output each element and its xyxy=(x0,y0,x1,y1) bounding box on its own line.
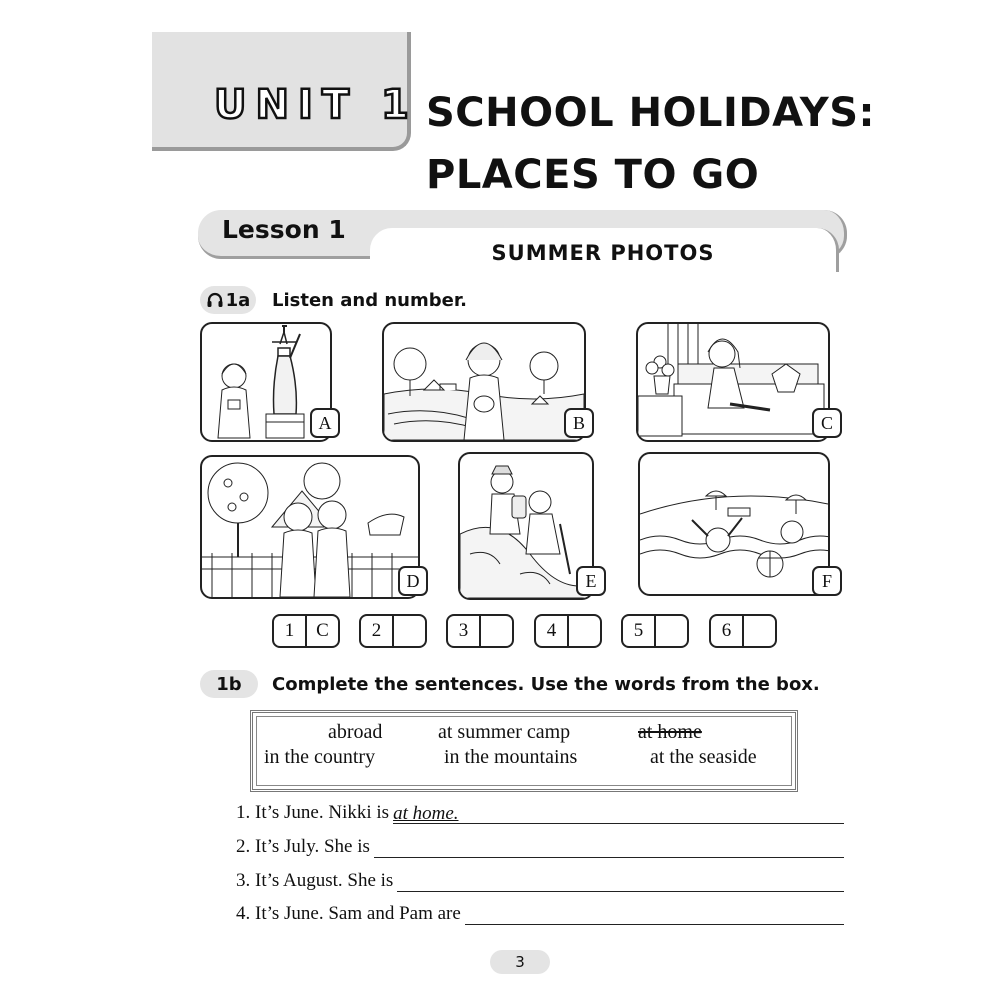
word-box-item: in the country xyxy=(264,746,376,768)
answer-box-6[interactable] xyxy=(709,614,777,648)
picture-d-letter: D xyxy=(398,566,428,596)
answer-box-number: 5 xyxy=(623,616,656,646)
picture-f xyxy=(638,452,830,596)
picture-c-letter: C xyxy=(812,408,842,438)
seaside-illustration xyxy=(640,454,828,594)
picture-d xyxy=(200,455,420,599)
exercise-1a-number: 1a xyxy=(225,289,251,311)
answer-box-value[interactable] xyxy=(394,616,425,646)
headphones-icon xyxy=(206,291,224,309)
mountain-hiking-illustration xyxy=(460,454,592,598)
answer-box-value[interactable]: C xyxy=(316,620,329,641)
answer-box-3[interactable] xyxy=(446,614,514,648)
answer-box-number: 4 xyxy=(536,616,569,646)
exercise-1b-badge: 1b xyxy=(200,670,258,698)
picture-e-letter: E xyxy=(576,566,606,596)
picture-e xyxy=(458,452,594,600)
picture-a-letter: A xyxy=(310,408,340,438)
word-box-item: in the mountains xyxy=(444,746,578,768)
countryside-illustration xyxy=(384,324,584,440)
answer-box-number: 6 xyxy=(711,616,744,646)
sentence-3 xyxy=(236,870,844,892)
lesson-label: Lesson 1 xyxy=(222,215,346,244)
answer-box-2[interactable] xyxy=(359,614,427,648)
unit-title-line2: PLACES TO GO xyxy=(426,152,760,198)
sentence-answer: at home. xyxy=(393,803,459,824)
answer-box-1[interactable] xyxy=(272,614,340,648)
word-box-item-used: at home xyxy=(638,721,702,743)
answer-box-value[interactable] xyxy=(481,616,512,646)
sentence-answer-line[interactable] xyxy=(393,803,844,824)
answer-box-5[interactable] xyxy=(621,614,689,648)
sentence-text: 4. It’s June. Sam and Pam are xyxy=(236,903,461,924)
answer-box-value[interactable] xyxy=(744,616,775,646)
page-number: 3 xyxy=(490,950,550,974)
sentence-answer-line[interactable] xyxy=(465,904,844,925)
word-box-item: at the seaside xyxy=(650,746,757,768)
picture-f-letter: F xyxy=(812,566,842,596)
answer-box-value[interactable] xyxy=(569,616,600,646)
exercise-1a-badge xyxy=(200,286,256,314)
farm-illustration xyxy=(202,457,418,597)
picture-c xyxy=(636,322,830,442)
answer-box-number: 2 xyxy=(361,616,394,646)
unit-title-line1: SCHOOL HOLIDAYS: xyxy=(426,90,876,136)
sentence-1 xyxy=(236,802,844,824)
unit-label: UNIT 1 xyxy=(214,82,418,128)
word-box-item: abroad xyxy=(328,721,383,743)
picture-b xyxy=(382,322,586,442)
answer-box-number: 1 xyxy=(274,616,307,646)
answer-box-value[interactable] xyxy=(656,616,687,646)
sentence-answer-line[interactable] xyxy=(397,871,844,892)
sentence-text: 3. It’s August. She is xyxy=(236,870,394,891)
sentence-4 xyxy=(236,903,844,925)
answer-box-4[interactable] xyxy=(534,614,602,648)
home-sofa-illustration xyxy=(638,324,828,440)
sentence-answer-line[interactable] xyxy=(374,837,844,858)
answer-box-number: 3 xyxy=(448,616,481,646)
word-box-item: at summer camp xyxy=(438,721,571,743)
picture-b-letter: B xyxy=(564,408,594,438)
sentence-text: 1. It’s June. Nikki is xyxy=(236,802,390,823)
sentence-2 xyxy=(236,836,844,858)
sentence-text: 2. It’s July. She is xyxy=(236,836,370,857)
exercise-1a-instruction: Listen and number. xyxy=(272,290,467,311)
lesson-title: SUMMER PHOTOS xyxy=(491,241,715,265)
exercise-1b-instruction: Complete the sentences. Use the words from the box. xyxy=(272,674,820,695)
unit-title xyxy=(426,82,875,206)
